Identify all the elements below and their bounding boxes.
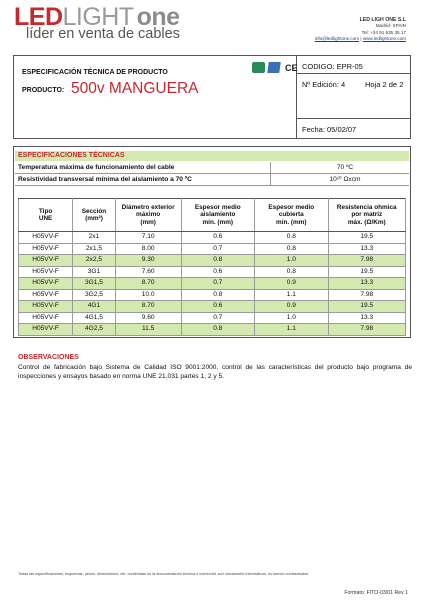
table-cell: 10.0 — [115, 289, 181, 301]
table-cell: 2x2,5 — [73, 255, 116, 267]
table-cell: 9.60 — [115, 312, 181, 324]
page-count: Hoja 2 de 2 — [365, 80, 404, 89]
column-header — [115, 199, 181, 232]
certification-marks — [252, 62, 298, 73]
column-header-line: Espesor medio — [268, 203, 315, 211]
spec-separator — [270, 174, 271, 185]
table-cell: 0.6 — [181, 301, 255, 313]
table-cell: 7.98 — [328, 289, 405, 301]
table-cell: 0.6 — [181, 232, 255, 244]
table-cell: 1.1 — [255, 289, 329, 301]
column-header — [19, 199, 73, 232]
table-cell: H05VV-F — [19, 301, 73, 313]
company-city: Madrid- SPAIN — [375, 23, 406, 29]
company-tel: Tel: +34 91 635 35 17 — [361, 29, 406, 35]
table-header-row — [19, 199, 406, 232]
table-cell: 0.8 — [181, 255, 255, 267]
table-cell: 0.8 — [255, 232, 329, 244]
table-cell: H05VV-F — [19, 278, 73, 290]
column-header-line: máx. (Ω/Km) — [347, 218, 386, 226]
table-cell: 0.7 — [181, 278, 255, 290]
company-info-sep: | — [360, 35, 362, 41]
table-cell: 7.98 — [328, 324, 405, 336]
column-header-line: (mm) — [140, 218, 156, 226]
column-header-line: mín. (mm) — [202, 218, 234, 226]
table-cell: H05VV-F — [19, 266, 73, 278]
table-cell: 7.60 — [115, 266, 181, 278]
column-header-line: (mm²) — [85, 215, 103, 222]
table-cell: 0.9 — [255, 301, 329, 313]
table-cell: 7.10 — [115, 232, 181, 244]
column-header-line: Diámetro exterior — [121, 203, 175, 211]
certification-icon — [252, 62, 265, 73]
table-cell: 13.3 — [328, 243, 405, 255]
table-cell: 11.5 — [115, 324, 181, 336]
column-header-line: cubierta — [278, 211, 304, 219]
edition-number: Nº Edición: 4 — [302, 80, 346, 89]
column-header-line: Tipo — [38, 207, 53, 215]
table-cell: 0.8 — [181, 324, 255, 336]
column-header-line: máximo — [136, 211, 161, 219]
table-cell: 19.5 — [328, 301, 405, 313]
table-cell: 0.7 — [181, 243, 255, 255]
spec-row — [15, 174, 409, 186]
table-row — [19, 255, 406, 267]
spec-title: ESPECIFICACIÓN TÉCNICA DE PRODUCTO — [22, 69, 168, 76]
table-cell: 19.5 — [328, 266, 405, 278]
document-date: Fecha: 05/02/07 — [302, 125, 357, 134]
table-cell: 0.8 — [181, 289, 255, 301]
table-cell: 1.1 — [255, 324, 329, 336]
table-row — [19, 301, 406, 313]
observations-title: OBSERVACIONES — [18, 354, 79, 361]
table-cell: H05VV-F — [19, 232, 73, 244]
column-header — [73, 199, 116, 232]
table-cell: 0.9 — [255, 278, 329, 290]
product-label: PRODUCTO: — [22, 87, 65, 94]
product-header-box — [13, 55, 411, 139]
header-row-line — [296, 118, 410, 119]
table-row — [19, 232, 406, 244]
table-cell: 4G2,5 — [73, 324, 116, 336]
table-cell: 1.0 — [255, 312, 329, 324]
table-cell: 9.30 — [115, 255, 181, 267]
document-code: CODIGO: EPR-05 — [302, 62, 363, 71]
spec-label: Temperatura máxima de funcionamiento del cable — [18, 164, 175, 171]
column-header-line: Resistencia ohmica — [336, 203, 397, 211]
cable-spec-table — [18, 198, 406, 336]
company-name: LED LIGH ONE S.L — [359, 17, 406, 23]
footer-disclaimer: Todas las especificaciones, esquemas, pesos, dimensiones, etc. contenidas en la documentación técnica o comercial, son únicamente informativos, no siendo contractuales. — [18, 572, 310, 576]
column-header-line: UNE — [38, 215, 53, 222]
form-code: Formato: FITO-03/01 Rev 1 — [344, 590, 408, 596]
table-cell: 3G1,5 — [73, 278, 116, 290]
table-cell: 13.3 — [328, 312, 405, 324]
column-header — [328, 199, 405, 232]
spec-value: 70 ºC — [336, 164, 354, 171]
table-cell: H05VV-F — [19, 312, 73, 324]
table-cell: H05VV-F — [19, 289, 73, 301]
table-cell: H05VV-F — [19, 255, 73, 267]
table-body — [19, 232, 406, 336]
column-header — [255, 199, 329, 232]
column-header-line: Sección — [81, 207, 107, 215]
logo-led: LED — [14, 3, 63, 31]
table-cell: 4G1 — [73, 301, 116, 313]
column-header — [181, 199, 255, 232]
ce-mark: CE — [285, 62, 298, 73]
table-cell: H05VV-F — [19, 324, 73, 336]
spec-value: 10¹⁰ Ωxcm — [329, 176, 361, 183]
column-header-line: Espesor medio — [194, 203, 241, 211]
product-name: 500v MANGUERA — [71, 80, 199, 97]
table-cell: 7.98 — [328, 255, 405, 267]
table-cell: 3G1 — [73, 266, 116, 278]
company-web-link[interactable]: www.ledlightone.com — [362, 35, 406, 41]
table-row — [19, 266, 406, 278]
table-cell: 8.00 — [115, 243, 181, 255]
company-email-link[interactable]: info@ledlightone.com — [314, 35, 360, 41]
table-header — [19, 199, 406, 232]
company-info — [256, 17, 406, 42]
table-cell: 3G2,5 — [73, 289, 116, 301]
table-cell: 13.3 — [328, 278, 405, 290]
table-cell: 19.5 — [328, 232, 405, 244]
logo-one: one — [136, 3, 180, 31]
observations-text: Control de fabricación bajo Sistema de Calidad ISO 9001:2000, control de las características del producto bajo programa de inspecciones y ensayos basado en norma UNE 21.031 partes 1, 2 y 5. — [18, 364, 412, 380]
logo-tagline: líder en venta de cables — [26, 26, 180, 42]
table-cell: 8.70 — [115, 301, 181, 313]
table-row — [19, 289, 406, 301]
table-row — [19, 243, 406, 255]
spec-label: Resistividad transversal mínima del aislamiento a 70 ºC — [18, 176, 192, 183]
technical-specs-box — [13, 146, 411, 338]
table-cell: 2x1 — [73, 232, 116, 244]
table-row — [19, 324, 406, 336]
table-cell: 0.8 — [255, 266, 329, 278]
table-row — [19, 278, 406, 290]
table-row — [19, 312, 406, 324]
certification-icon — [267, 62, 281, 73]
table-cell: 1.0 — [255, 255, 329, 267]
table-cell: 0.6 — [181, 266, 255, 278]
table-cell: 8.70 — [115, 278, 181, 290]
table-cell: 2x1,5 — [73, 243, 116, 255]
table-cell: 4G1,5 — [73, 312, 116, 324]
table-cell: 0.7 — [181, 312, 255, 324]
column-header-line: mín. (mm) — [276, 218, 307, 226]
logo-light: LIGHT — [62, 3, 134, 31]
column-header-line: por matriz — [351, 211, 383, 219]
header-row-line — [296, 73, 410, 74]
table-cell: 0.8 — [255, 243, 329, 255]
table-cell: H05VV-F — [19, 243, 73, 255]
column-header-line: aislamiento — [200, 211, 236, 219]
spec-separator — [270, 162, 271, 173]
spec-row — [15, 162, 409, 174]
specs-section-title: ESPECIFICACIONES TÉCNICAS — [15, 151, 409, 161]
